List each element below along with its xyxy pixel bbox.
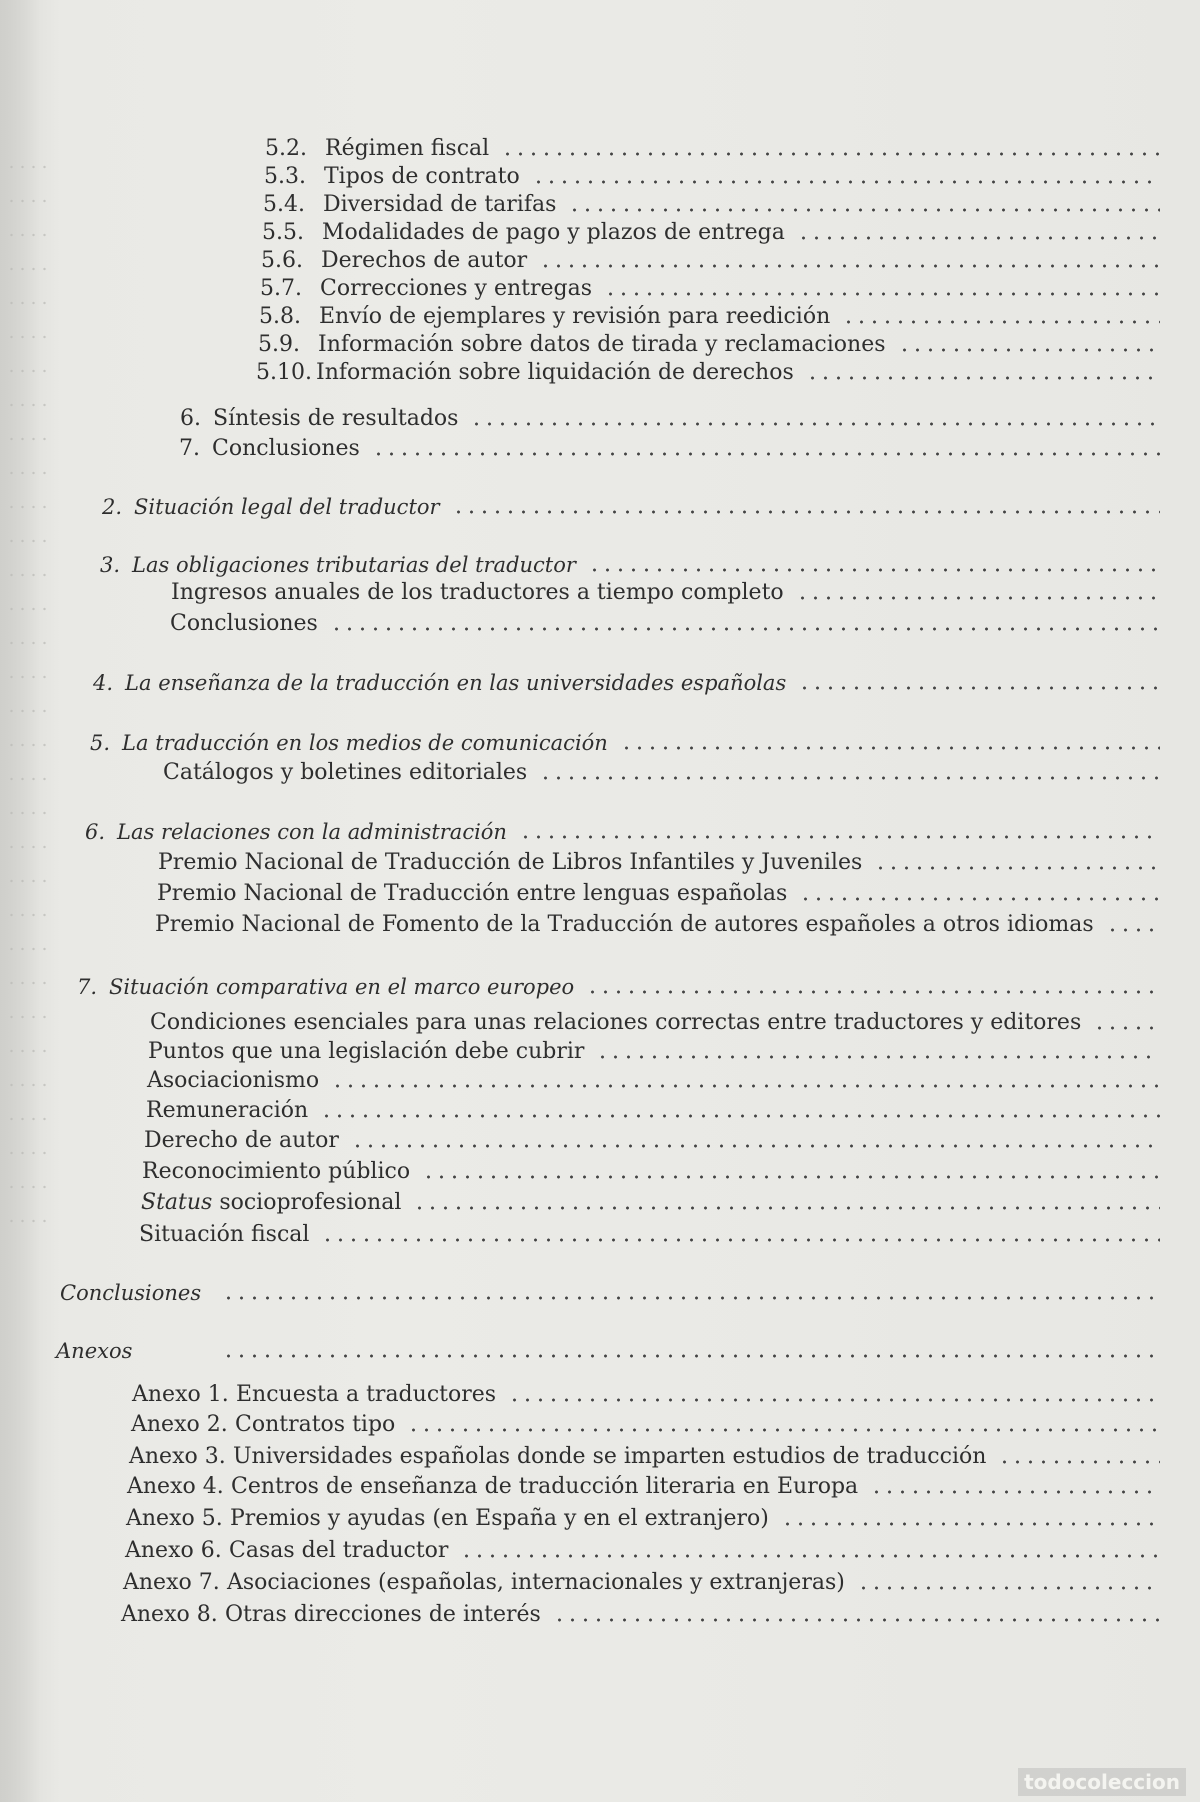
leader-dots bbox=[351, 1144, 1160, 1148]
toc-label: Centros de enseñanza de traducción literaria en Europa bbox=[231, 1474, 859, 1499]
toc-label: Reconocimiento público bbox=[142, 1159, 411, 1184]
leader-dots bbox=[330, 627, 1160, 631]
leader-dots bbox=[870, 1490, 1160, 1494]
toc-label: Tipos de contrato bbox=[324, 164, 520, 189]
leader-dots bbox=[320, 1114, 1160, 1118]
toc-number: Anexo 5. bbox=[126, 1506, 223, 1531]
toc-conclusiones bbox=[60, 1276, 1160, 1310]
leader-dots bbox=[519, 835, 1160, 839]
toc-anexos bbox=[56, 1334, 1160, 1368]
toc-entry bbox=[141, 1186, 1160, 1220]
toc-entry bbox=[157, 877, 1160, 911]
leader-dots bbox=[1093, 1026, 1160, 1030]
toc-label: Derecho de autor bbox=[144, 1128, 339, 1153]
toc-annex-2 bbox=[131, 1408, 1160, 1442]
toc-number: 5.9. bbox=[258, 332, 300, 357]
toc-label: Asociaciones (españolas, internacionales y extranjeras) bbox=[227, 1570, 845, 1595]
leader-dots bbox=[798, 686, 1160, 690]
leader-dots bbox=[874, 866, 1160, 870]
toc-number: 5.6. bbox=[261, 248, 303, 273]
toc-entry bbox=[139, 1218, 1160, 1252]
leader-dots bbox=[604, 292, 1160, 296]
toc-number: Anexo 4. bbox=[127, 1474, 224, 1499]
toc-entry bbox=[147, 1064, 1160, 1098]
leader-dots bbox=[321, 1238, 1160, 1242]
leader-dots bbox=[452, 510, 1160, 514]
leader-dots bbox=[501, 152, 1160, 156]
toc-label: socioprofesional bbox=[212, 1190, 402, 1215]
toc-number: 6. bbox=[85, 820, 106, 844]
toc-label: Las obligaciones tributarias del traductor bbox=[132, 553, 576, 577]
toc-entry bbox=[171, 576, 1160, 610]
toc-number: 5.8. bbox=[259, 304, 301, 329]
toc-label: Envío de ejemplares y revisión para reedición bbox=[319, 304, 831, 329]
leader-dots bbox=[568, 208, 1160, 212]
leader-dots bbox=[998, 1460, 1160, 1464]
leader-dots bbox=[596, 1055, 1160, 1059]
leader-dots bbox=[331, 1084, 1160, 1088]
toc-label: Premio Nacional de Fomento de la Traducción de autores españoles a otros idiomas bbox=[155, 912, 1094, 937]
leader-dots bbox=[806, 376, 1160, 380]
toc-label: Encuesta a traductores bbox=[236, 1382, 497, 1407]
leader-dots bbox=[413, 1206, 1160, 1210]
toc-number: Anexo 1. bbox=[132, 1382, 229, 1407]
leader-dots bbox=[222, 1354, 1160, 1358]
toc-label: Catálogos y boletines editoriales bbox=[163, 760, 528, 785]
toc-chapter-5 bbox=[90, 726, 1160, 760]
toc-entry bbox=[170, 607, 1160, 641]
toc-label: Ingresos anuales de los traductores a tiempo completo bbox=[171, 580, 784, 605]
toc-number: Anexo 3. bbox=[129, 1444, 226, 1469]
toc-annex-8 bbox=[121, 1598, 1160, 1632]
toc-label: Casas del traductor bbox=[229, 1538, 449, 1563]
toc-chapter-6 bbox=[85, 815, 1160, 849]
toc-entry-5-10 bbox=[256, 356, 1160, 390]
toc-entry-part-6 bbox=[180, 402, 1160, 436]
leader-dots bbox=[532, 180, 1160, 184]
leader-dots bbox=[586, 990, 1160, 994]
leader-dots bbox=[422, 1175, 1160, 1179]
toc-label: Conclusiones bbox=[170, 611, 318, 636]
leader-dots bbox=[898, 348, 1160, 352]
toc-number: 2. bbox=[102, 495, 123, 519]
toc-number: 7. bbox=[179, 436, 200, 461]
leader-dots bbox=[797, 236, 1160, 240]
toc-label-italic: Status bbox=[141, 1190, 213, 1215]
toc-label: Modalidades de pago y plazos de entrega bbox=[322, 220, 785, 245]
toc-entry bbox=[146, 1094, 1160, 1128]
toc-label: Información sobre liquidación de derechos bbox=[316, 360, 794, 385]
toc-entry bbox=[158, 846, 1160, 880]
toc-annex-6 bbox=[125, 1534, 1160, 1568]
toc-number: 5.2. bbox=[265, 136, 307, 161]
toc-annex-4 bbox=[127, 1470, 1160, 1504]
toc-annex-7 bbox=[123, 1566, 1160, 1600]
toc-label: Derechos de autor bbox=[321, 248, 528, 273]
leader-dots bbox=[588, 568, 1160, 572]
toc-annex-1 bbox=[132, 1378, 1160, 1412]
leader-dots bbox=[372, 452, 1160, 456]
toc-chapter-7 bbox=[77, 970, 1160, 1004]
toc-label: Información sobre datos de tirada y reclamaciones bbox=[318, 332, 886, 357]
leader-dots bbox=[407, 1428, 1160, 1432]
toc-label: Otras direcciones de interés bbox=[225, 1602, 541, 1627]
leader-dots bbox=[1106, 928, 1160, 932]
toc-entry bbox=[163, 756, 1160, 790]
leader-dots bbox=[553, 1618, 1160, 1622]
toc-label: Contratos tipo bbox=[235, 1412, 396, 1437]
leader-dots bbox=[470, 422, 1160, 426]
leader-dots bbox=[781, 1522, 1160, 1526]
leader-dots bbox=[620, 746, 1160, 750]
toc-annex-3 bbox=[129, 1440, 1160, 1474]
toc-number: 7. bbox=[77, 975, 98, 999]
toc-number: 5.4. bbox=[263, 192, 305, 217]
toc-label: Situación fiscal bbox=[139, 1222, 310, 1247]
toc-label: Puntos que una legislación debe cubrir bbox=[148, 1039, 585, 1064]
toc-label: Anexos bbox=[56, 1339, 133, 1363]
leader-dots bbox=[842, 320, 1160, 324]
toc-number: Anexo 7. bbox=[123, 1570, 220, 1595]
toc-label: Universidades españolas donde se imparten estudios de traducción bbox=[233, 1444, 987, 1469]
toc-label: Condiciones esenciales para unas relaciones correctas entre traductores y editores bbox=[150, 1010, 1082, 1035]
toc-label: La enseñanza de la traducción en las universidades españolas bbox=[125, 671, 787, 695]
toc-number: 6. bbox=[180, 406, 201, 431]
toc-label: Conclusiones bbox=[212, 436, 360, 461]
toc-number: 5.10. bbox=[256, 360, 312, 385]
toc-label: Premio Nacional de Traducción de Libros Infantiles y Juveniles bbox=[158, 850, 863, 875]
toc-label: Premio Nacional de Traducción entre lenguas españolas bbox=[157, 881, 788, 906]
toc-label: Conclusiones bbox=[60, 1281, 202, 1305]
leader-dots bbox=[222, 1296, 1160, 1300]
watermark-text: todocoleccion bbox=[1018, 1768, 1186, 1796]
toc-label: Diversidad de tarifas bbox=[323, 192, 557, 217]
toc-number: 5.5. bbox=[262, 220, 304, 245]
toc-number: 3. bbox=[100, 553, 121, 577]
toc-entry bbox=[144, 1124, 1160, 1158]
toc-label: Correcciones y entregas bbox=[320, 276, 593, 301]
leader-dots bbox=[796, 596, 1160, 600]
toc-number: Anexo 8. bbox=[121, 1602, 218, 1627]
toc-annex-5 bbox=[126, 1502, 1160, 1536]
toc-number: 5. bbox=[90, 731, 111, 755]
leader-dots bbox=[539, 776, 1160, 780]
leader-dots bbox=[508, 1398, 1160, 1402]
leader-dots bbox=[857, 1586, 1160, 1590]
toc-label: Régimen fiscal bbox=[325, 136, 490, 161]
toc-label: Asociacionismo bbox=[147, 1068, 320, 1093]
toc-number: 5.3. bbox=[264, 164, 306, 189]
toc-label: La traducción en los medios de comunicación bbox=[122, 731, 608, 755]
toc-number: 5.7. bbox=[260, 276, 302, 301]
toc-entry bbox=[142, 1155, 1160, 1189]
toc-chapter-2 bbox=[102, 490, 1160, 524]
toc-label: Síntesis de resultados bbox=[213, 406, 459, 431]
toc-number: 4. bbox=[93, 671, 114, 695]
toc-chapter-4 bbox=[93, 666, 1160, 700]
toc-entry-part-7 bbox=[179, 432, 1160, 466]
toc-number: Anexo 6. bbox=[125, 1538, 222, 1563]
leader-dots bbox=[539, 264, 1160, 268]
toc-label: Situación comparativa en el marco europeo bbox=[109, 975, 575, 999]
toc-label: Remuneración bbox=[146, 1098, 309, 1123]
leader-dots bbox=[460, 1554, 1160, 1558]
toc-entry bbox=[155, 908, 1160, 942]
toc-label: Premios y ayudas (en España y en el extranjero) bbox=[230, 1506, 769, 1531]
toc-number: Anexo 2. bbox=[131, 1412, 228, 1437]
leader-dots bbox=[799, 897, 1160, 901]
toc-label: Las relaciones con la administración bbox=[117, 820, 507, 844]
toc-label: Situación legal del traductor bbox=[134, 495, 440, 519]
